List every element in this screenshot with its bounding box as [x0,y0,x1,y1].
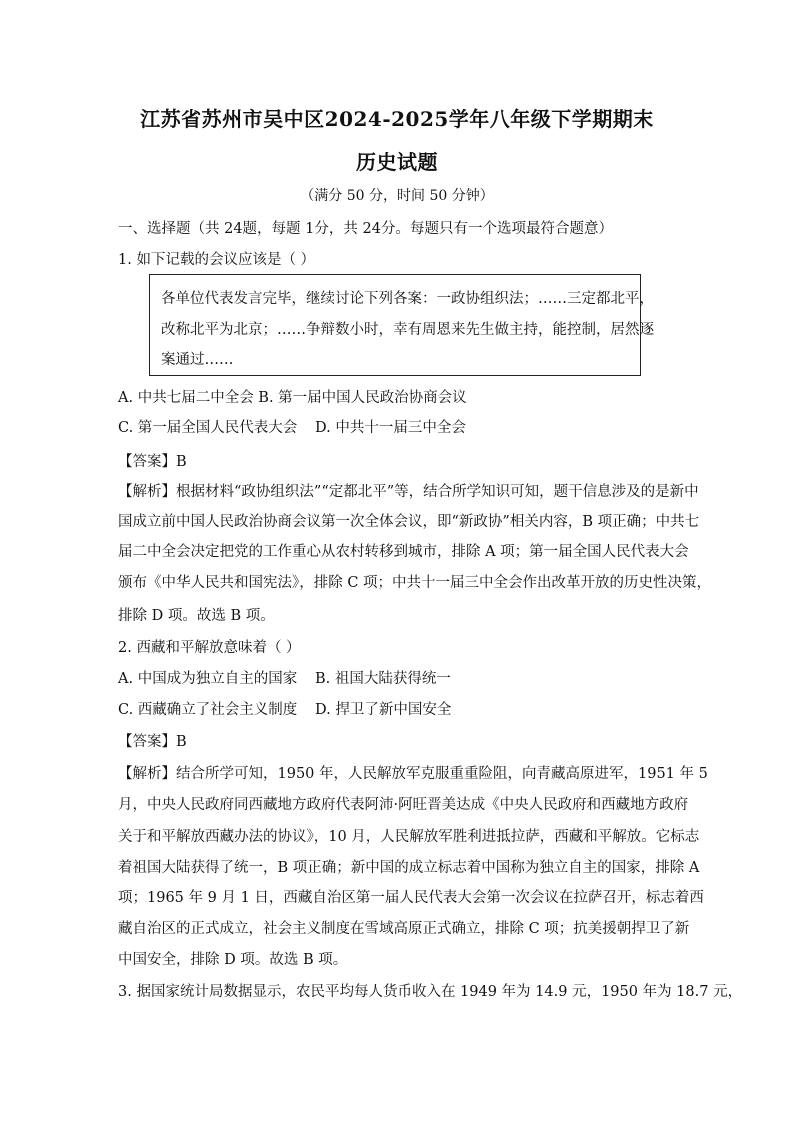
q1-answer: 【答案】B [118,454,187,470]
q1-stem: 1. 如下记载的会议应该是（ ） [118,252,316,268]
section-heading: 一、选择题（共 24题，每题 1分，共 24分。每题只有一个选项最符合题意） [118,221,613,237]
page-subject-title: 历史试题 [356,150,438,174]
q1-quote-line: 各单位代表发言完毕，继续讨论下列各案：一政协组织法；……三定都北平， [161,291,654,307]
q2-option-a: A. 中国成为独立自主的国家 [118,671,298,687]
q1-analysis-line: 国成立前中国人民政治协商会议第一次全体会议，即“新政协”相关内容，B 项正确；中共七 [118,514,700,530]
q2-analysis-line: 着祖国大陆获得了统一，B 项正确；新中国的成立标志着中国称为独立自主的国家，排除 A [118,860,700,876]
page-title: 江苏省苏州市吴中区2024-2025学年八年级下学期期末 [140,107,654,131]
q1-analysis-line: 【解析】根据材料“政协组织法”“定都北平”等，结合所学知识可知，题干信息涉及的是新中 [118,484,699,500]
q2-option-b: B. 祖国大陆获得统一 [315,671,451,687]
q2-analysis-line: 月，中央人民政府同西藏地方政府代表阿沛·阿旺晋美达成《中央人民政府和西藏地方政府 [118,797,689,813]
q2-option-c: C. 西藏确立了社会主义制度 [118,702,298,718]
q1-quote-line: 案通过…… [161,352,234,368]
q1-quote-box [149,274,654,376]
q1-option-d: D. 中共十一届三中全会 [315,420,466,436]
q1-analysis-line: 颁布《中华人民共和国宪法》，排除 C 项；中共十一届三中全会作出改革开放的历史性决策， [118,575,712,591]
q2-analysis-line: 中国安全，排除 D 项。故选 B 项。 [118,952,348,968]
q2-analysis-line: 关于和平解放西藏办法的协议》，10 月，人民解放军胜利进抵拉萨，西藏和平解放。它标志 [118,829,700,845]
q3-stem: 3. 据国家统计局数据显示，农民平均每人货币收入在 1949 年为 14.9 元，1950 年为 18.7 元， [118,984,743,1000]
exam-info: （满分 50 分，时间 50 分钟） [300,188,494,204]
q2-option-d: D. 捍卫了新中国安全 [315,702,452,718]
q1-option-c: C. 第一届全国人民代表大会 [118,420,298,436]
q2-answer: 【答案】B [118,734,187,750]
q1-option-a-b: A. 中共七届二中全会 B. 第一届中国人民政治协商会议 [118,390,467,406]
q2-stem: 2. 西藏和平解放意味着（ ） [118,640,301,656]
q2-analysis-line: 【解析】结合所学可知，1950 年，人民解放军克服重重险阻，向青藏高原进军，1951 年 5 [118,766,708,782]
q1-analysis-line: 排除 D 项。故选 B 项。 [118,608,275,624]
q2-analysis-line: 藏自治区的正式成立，社会主义制度在雪域高原正式确立，排除 C 项；抗美援朝捍卫了新 [118,921,690,937]
q1-analysis-line: 届二中全会决定把党的工作重心从农村转移到城市，排除 A 项；第一届全国人民代表大会 [118,544,689,560]
q2-analysis-line: 项；1965 年 9 月 1 日，西藏自治区第一届人民代表大会第一次会议在拉萨召开，标志着西 [118,890,704,906]
q1-quote-line: 改称北平为北京；……争辩数小时，幸有周恩来先生做主持，能控制，居然逐 [161,322,654,338]
